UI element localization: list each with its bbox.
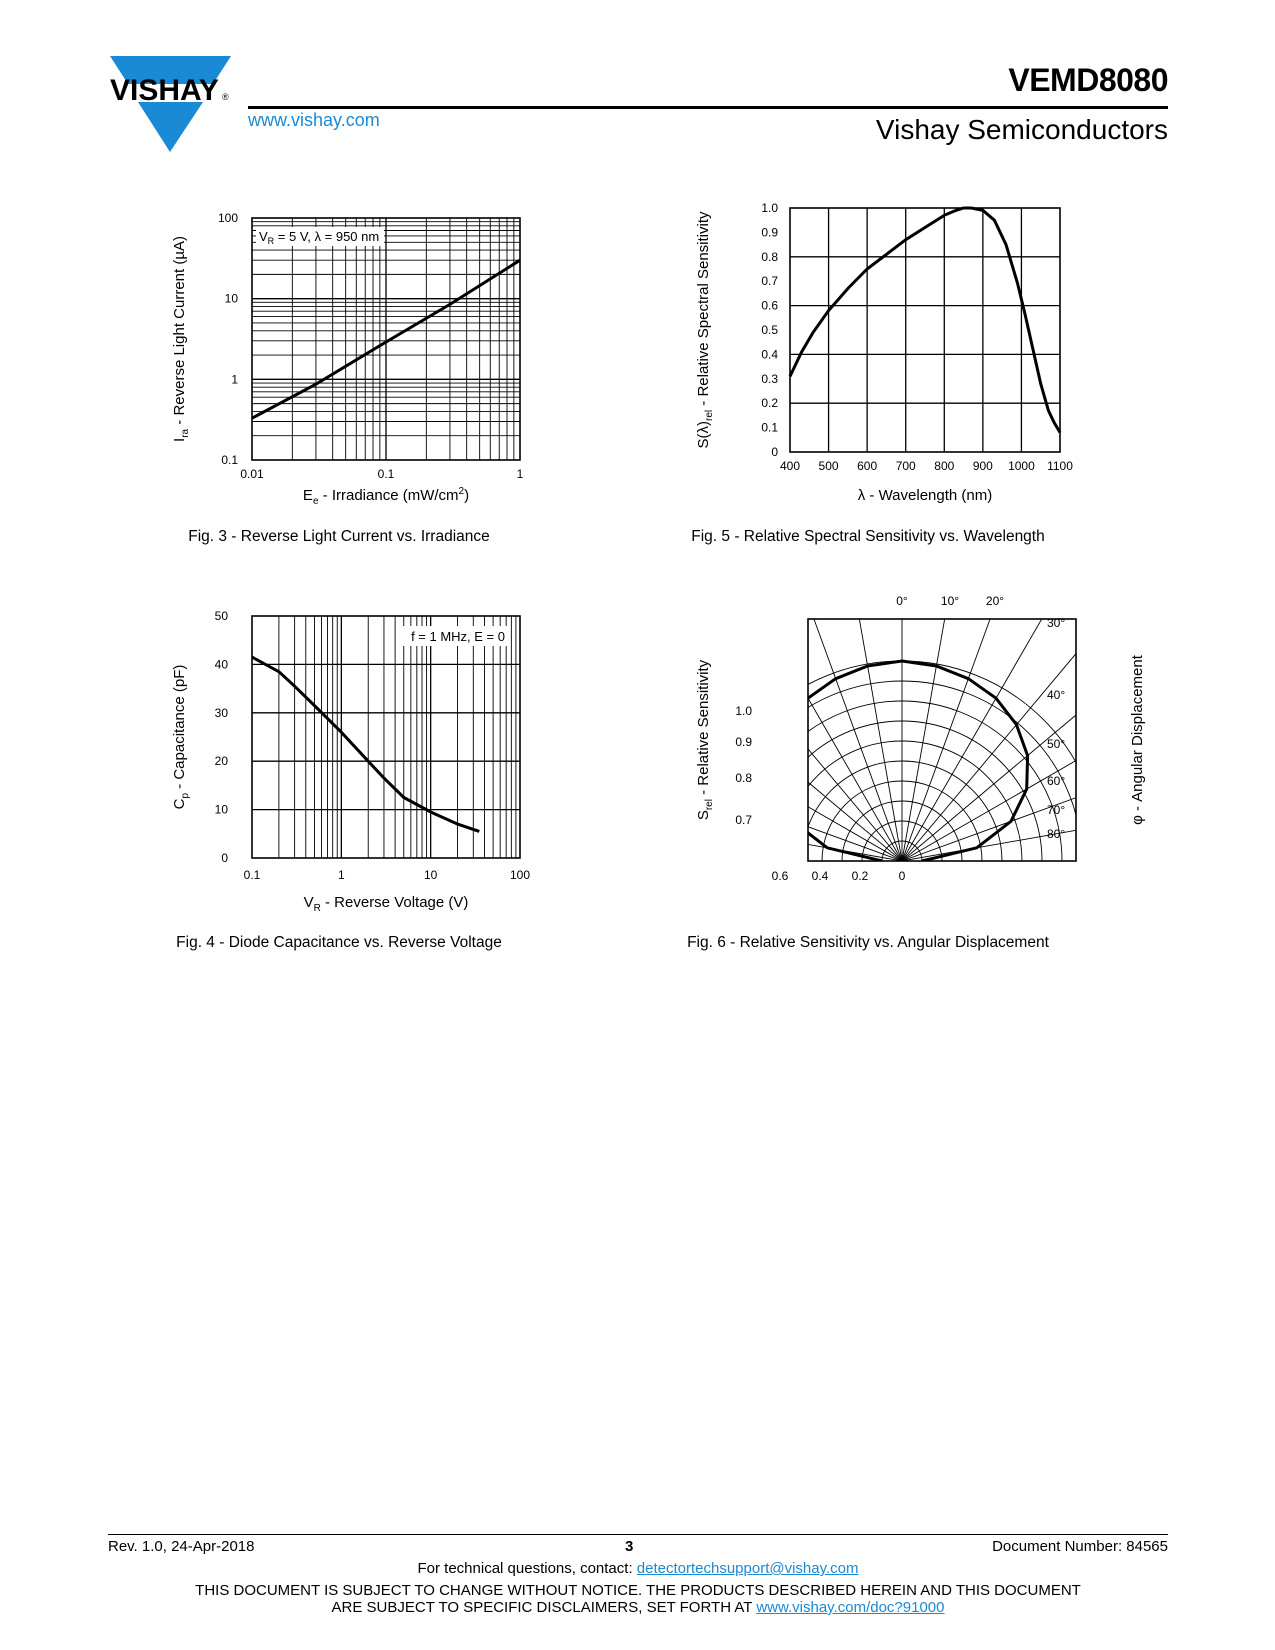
fig5-ytick: 0.7 [761, 274, 778, 289]
fig6-radial-label: 0.7 [735, 813, 752, 827]
fig5-xtick: 1000 [1008, 459, 1035, 473]
fig4-ytick: 50 [214, 609, 228, 623]
fig4-ylabel: $C_p$ - Capacitance (pF) [171, 664, 191, 810]
fig5-xtick: 700 [895, 459, 916, 473]
fig6-radial-label: 1.0 [735, 704, 752, 718]
fig6-angle-label: 60° [1047, 774, 1066, 788]
fig6-spoke [620, 758, 902, 861]
fig3-chart [160, 200, 540, 520]
fig5-xtick: 900 [972, 459, 993, 473]
fig3-ytick: 1 [231, 372, 238, 387]
page-number: 3 [625, 1538, 634, 1555]
fig6-right-label: φ - Angular Displacement [1129, 655, 1146, 825]
fig5-ytick: 1.0 [761, 201, 778, 215]
fig5-xtick: 1100 [1047, 459, 1073, 473]
fig5-ytick: 0.6 [761, 298, 778, 313]
fig3-xlabel: $E_e$ - Irradiance $(mW/cm^2)$ [302, 486, 470, 507]
fig4-ytick: 20 [214, 754, 228, 769]
contact-email-link[interactable]: detectortechsupport@vishay.com [636, 1560, 859, 1577]
fig6-angle-label: 70° [1047, 803, 1066, 817]
fig3-ytick: 100 [217, 211, 238, 225]
fig5-ytick: 0 [771, 445, 778, 459]
fig6-bottom-label: 0.2 [851, 869, 869, 883]
fig5-xtick: 600 [857, 459, 878, 473]
footer-rule [108, 1534, 1168, 1535]
fig3-xtick: 0.01 [240, 467, 264, 481]
fig5-xtick: 800 [934, 459, 955, 473]
fig6-ylabel: $S_{rel}$ - Relative Sensitivity [695, 659, 715, 821]
part-number: VEMD8080 [1008, 62, 1168, 98]
fig5-ytick: 0.4 [761, 347, 778, 362]
fig3-xtick: 1 [516, 467, 524, 481]
fig6-angle-label: 30° [1047, 616, 1066, 630]
fig6-angle-label: 80° [1047, 827, 1066, 841]
fig6-bottom-label: 0.4 [811, 869, 829, 883]
brand-text: VISHAY [110, 74, 219, 107]
fig5-caption: Fig. 5 - Relative Spectral Sensitivity vs. Wavelength [691, 528, 1045, 545]
fig5-ytick: 0.2 [761, 396, 778, 411]
fig6-spoke [642, 711, 902, 861]
disclaimer-line-2 [108, 1599, 1168, 1616]
fig4-ytick: 40 [214, 657, 228, 672]
fig4-ytick: 0 [221, 851, 228, 865]
fig5-xlabel: λ - Wavelength (nm) [857, 487, 993, 504]
fig3-ytick: 10 [224, 291, 238, 306]
fig5-series-line [790, 208, 1060, 433]
header-rule [248, 106, 1168, 109]
fig3-annotation: $V_R = 5$ V, λ = 950 nm [259, 229, 380, 246]
fig6-spoke [902, 579, 1005, 861]
document-number: Document Number: 84565 [992, 1538, 1168, 1555]
company-name: Vishay Semiconductors [875, 114, 1168, 145]
fig5-chart [680, 198, 1100, 518]
fig5-xtick: 500 [818, 459, 839, 473]
fig4-xtick: 10 [423, 868, 438, 882]
fig6-angle-label: 20° [985, 594, 1005, 608]
revision: Rev. 1.0, 24-Apr-2018 [108, 1538, 255, 1555]
fig4-ytick: 30 [214, 705, 228, 720]
fig6-chart [680, 580, 1160, 920]
website-link[interactable]: www.vishay.com [248, 110, 380, 130]
fig6-spoke [799, 579, 902, 861]
contact-line [108, 1560, 1168, 1577]
fig5-ytick: 0.9 [761, 225, 778, 240]
fig6-caption: Fig. 6 - Relative Sensitivity vs. Angular Displacement [687, 934, 1049, 951]
fig4-ytick: 10 [214, 802, 228, 817]
fig3-ylabel: $I_{ra}$ - Reverse Light Current (µA) [171, 236, 191, 442]
fig6-bottom-label: 0 [898, 869, 906, 883]
registered-mark: ® [222, 92, 229, 102]
fig4-series-line [252, 657, 479, 831]
fig4-annotation: f = 1 MHz, E = 0 [411, 629, 505, 644]
fig5-ytick: 0.5 [761, 323, 778, 337]
fig6-angle-label: 40° [1047, 688, 1066, 702]
disclaimer-line-1: THIS DOCUMENT IS SUBJECT TO CHANGE WITHOUT NOTICE. THE PRODUCTS DESCRIBED HEREIN AND THIS DOCUMENT [195, 1582, 1081, 1599]
fig6-radial-label: 0.8 [735, 771, 752, 785]
fig6-radial-label: 0.9 [735, 735, 752, 749]
fig5-xtick: 400 [779, 459, 801, 473]
fig5-ytick: 0.3 [761, 371, 778, 386]
fig5-ytick: 0.1 [761, 420, 778, 435]
fig4-xtick: 1 [337, 868, 345, 882]
fig5-ytick: 0.8 [761, 249, 778, 264]
fig3-ytick: 0.1 [221, 453, 238, 467]
fig4-xlabel: $V_R$ - Reverse Voltage (V) [303, 894, 469, 914]
contact-prefix: For technical questions, contact: [417, 1560, 637, 1577]
fig4-chart [160, 600, 540, 925]
fig4-caption: Fig. 4 - Diode Capacitance vs. Reverse Voltage [176, 934, 502, 951]
fig4-xtick: 100 [509, 868, 531, 882]
disclaimer-prefix: ARE SUBJECT TO SPECIFIC DISCLAIMERS, SET FORTH AT [331, 1599, 757, 1616]
fig4-xtick: 0.1 [243, 868, 261, 882]
disclaimer-link[interactable]: www.vishay.com/doc?91000 [756, 1599, 945, 1616]
fig6-angle-label: 10° [940, 594, 960, 608]
fig6-bottom-label: 0.6 [771, 869, 789, 883]
vishay-logo[interactable] [108, 54, 233, 154]
fig6-angle-label: 50° [1047, 737, 1066, 751]
fig5-ylabel: $S(\lambda)_{rel}$ - Relative Spectral Sensitivity [695, 211, 715, 449]
fig3-xtick: 0.1 [377, 467, 395, 481]
fig6-angle-label: 0° [896, 594, 908, 608]
fig3-caption: Fig. 3 - Reverse Light Current vs. Irradiance [188, 528, 490, 545]
